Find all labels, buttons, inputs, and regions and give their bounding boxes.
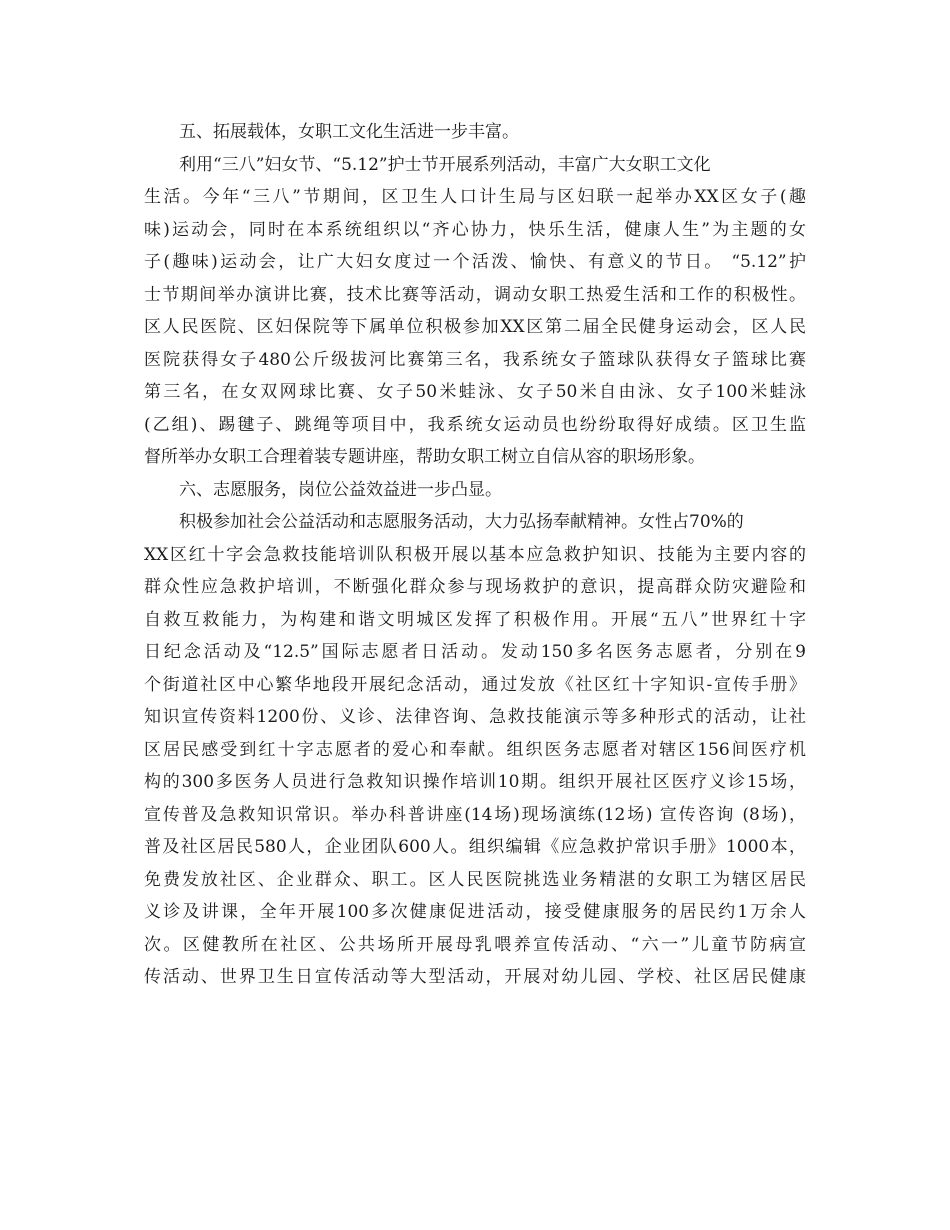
paragraph-line: 自救互救能力，为构建和谐文明城区发挥了积极作用。开展“五八”世界红十字 (144, 609, 806, 630)
paragraph-line: 子(趣味)运动会，让广大妇女度过一个活泼、愉快、有意义的节日。 “5.12”护 (144, 252, 806, 272)
document-body (144, 116, 806, 994)
paragraph-line: 日纪念活动及“12.5”国际志愿者日活动。发动150多名医务志愿者，分别在9 (144, 642, 806, 662)
paragraph-line: 积极参加社会公益活动和志愿服务活动，大力弘扬奉献精神。女性占70%的 (179, 512, 744, 532)
paragraph-line: 义诊及讲课，全年开展100多次健康促进活动，接受健康服务的居民约1万余人 (144, 902, 806, 922)
paragraph-line: 免费发放社区、企业群众、职工。区人民医院挑选业务精湛的女职工为辖区居民 (144, 869, 806, 890)
paragraph-line: 士节期间举办演讲比赛，技术比赛等活动，调动女职工热爱生活和工作的积极性。 (144, 284, 806, 305)
paragraph-line: 区人民医院、区妇保院等下属单位积极参加XX区第二届全民健身运动会，区人民 (144, 317, 806, 337)
paragraph-line: 第三名，在女双网球比赛、女子50米蛙泳、女子50米自由泳、女子100米蛙泳 (144, 382, 806, 402)
paragraph-line: 构的300多医务人员进行急救知识操作培训10期。组织开展社区医疗义诊15场， (144, 772, 806, 792)
paragraph-line: (乙组)、踢毽子、跳绳等项目中，我系统女运动员也纷纷取得好成绩。区卫生监 (144, 414, 806, 435)
paragraph-line: 宣传普及急救知识常识。举办科普讲座(14场)现场演练(12场) 宣传咨询 (8场)， (144, 804, 806, 825)
paragraph-line: 生活。今年“三八”节期间，区卫生人口计生局与区妇联一起举办XX区女子(趣 (144, 187, 806, 207)
paragraph-line: 督所举办女职工合理着装专题讲座，帮助女职工树立自信从容的职场形象。 (144, 447, 705, 467)
section-heading-five: 五、拓展载体，女职工文化生活进一步丰富。 (179, 122, 519, 142)
paragraph-line: 利用“三八”妇女节、“5.12”护士节开展系列活动，丰富广大女职工文化 (179, 154, 711, 175)
paragraph-line: XX区红十字会急救技能培训队积极开展以基本应急救护知识、技能为主要内容的 (144, 544, 806, 565)
paragraph-line: 区居民感受到红十字志愿者的爱心和奉献。组织医务志愿者对辖区156间医疗机 (144, 739, 806, 760)
paragraph-line: 传活动、世界卫生日宣传活动等大型活动，开展对幼儿园、学校、社区居民健康 (144, 967, 806, 987)
paragraph-line: 群众性应急救护培训，不断强化群众参与现场救护的意识，提高群众防灾避险和 (144, 577, 806, 597)
paragraph-line: 普及社区居民580人，企业团队600人。组织编辑《应急救护常识手册》1000本， (144, 837, 806, 857)
paragraph-line: 医院获得女子480公斤级拔河比赛第三名，我系统女子篮球队获得女子篮球比赛 (144, 349, 806, 370)
section-heading-six: 六、志愿服务，岗位公益效益进一步凸显。 (179, 479, 502, 500)
paragraph-line: 个街道社区中心繁华地段开展纪念活动，通过发放《社区红十字知识-宣传手册》 (144, 674, 806, 695)
paragraph-line: 味)运动会，同时在本系统组织以“齐心协力，快乐生活，健康人生”为主题的女 (144, 219, 806, 240)
paragraph-line: 知识宣传资料1200份、义诊、法律咨询、急救技能演示等多种形式的活动，让社 (144, 707, 806, 727)
paragraph-line: 次。区健教所在社区、公共场所开展母乳喂养宣传活动、“六一”儿童节防病宣 (144, 934, 806, 955)
